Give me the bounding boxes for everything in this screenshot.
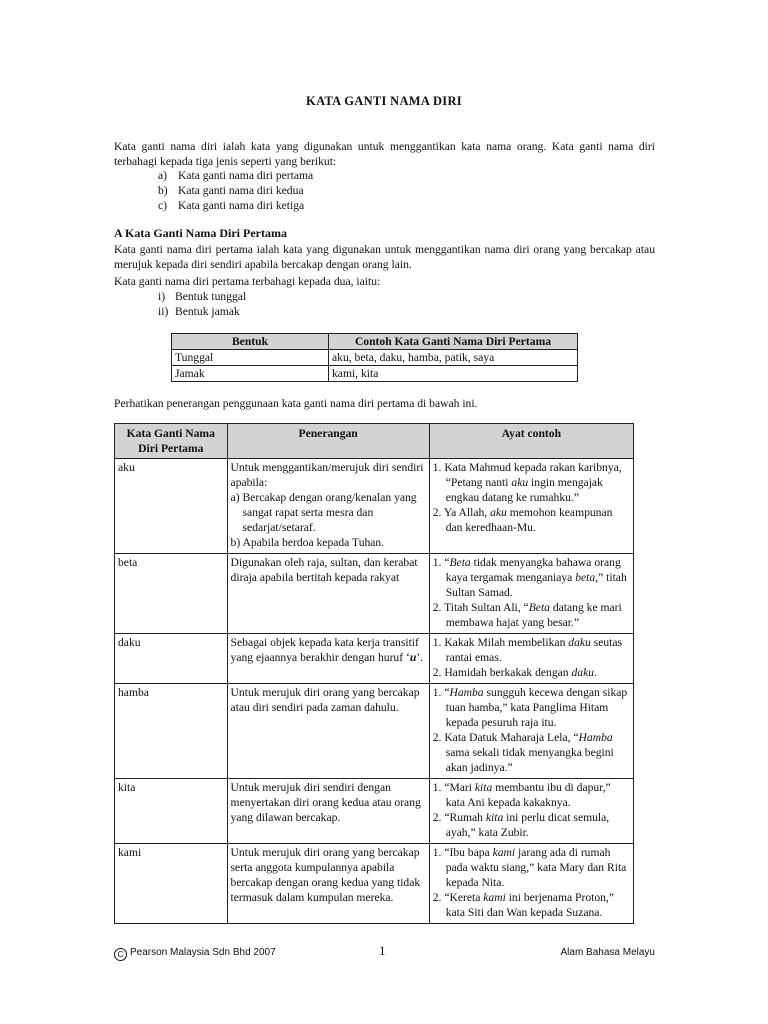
list-item: 1. “Mari kita membantu ibu di dapur,” kata Ani kepada kakaknya.	[432, 781, 611, 809]
table-row	[115, 634, 634, 684]
table-header: Bentuk	[172, 334, 329, 350]
word-cell: hamba	[115, 684, 228, 779]
list-item: 1. Kata Mahmud kepada rakan karibnya, “Petang nanti aku ingin mengajak engkau datang ke rumahku.”	[432, 461, 622, 504]
table-cell: Tunggal	[172, 350, 329, 366]
word-cell: beta	[115, 554, 228, 634]
list-item: 2. Titah Sultan Ali, “Beta datang ke mari membawa hajat yang besar.”	[432, 601, 622, 629]
intro-paragraph: Kata ganti nama diri ialah kata yang digunakan untuk menggantikan kata nama orang. Kata ganti nama diri terbahagi kepada tiga jenis seperti yang berikut:	[114, 140, 655, 168]
word-cell: kami	[115, 844, 228, 924]
section-heading: A Kata Ganti Nama Diri Pertama	[114, 226, 287, 240]
table-cell: aku, beta, daku, hamba, patik, saya	[329, 350, 578, 366]
description-cell: Untuk merujuk diri orang yang bercakap atau diri sendiri pada zaman dahulu.	[227, 684, 429, 779]
table-row	[115, 554, 634, 634]
example-cell	[429, 684, 633, 779]
word-cell: aku	[115, 459, 228, 554]
list-item: 2. Hamidah berkakak dengan daku.	[432, 666, 597, 679]
types-list	[158, 168, 313, 213]
list-item: 2. Ya Allah, aku memohon keampunan dan keredhaan-Mu.	[432, 506, 613, 534]
table-header: Kata Ganti Nama Diri Pertama	[115, 424, 228, 459]
table-header: Penerangan	[227, 424, 429, 459]
example-cell	[429, 779, 633, 844]
section-paragraph-2: Kata ganti nama diri pertama terbahagi kepada dua, iaitu:	[114, 275, 381, 288]
list-item: 1. Kakak Milah membelikan daku seutas rantai emas.	[432, 636, 623, 664]
list-item: a) Kata ganti nama diri pertama	[158, 169, 314, 182]
table-row	[115, 779, 634, 844]
description-cell: Untuk merujuk diri orang yang bercakap serta anggota kumpulannya apabila bercakap dengan orang kedua yang tidak termasuk dalam kumpulan mereka.	[227, 844, 429, 924]
footer-brand: Alam Bahasa Melayu	[560, 947, 655, 958]
table-cell: kami, kita	[329, 366, 578, 382]
page-title: KATA GANTI NAMA DIRI	[306, 94, 462, 108]
section-paragraph: Kata ganti nama diri pertama ialah kata yang digunakan untuk menggantikan nama diri orang yang bercakap atau merujuk kepada diri sendiri apabila bercakap dengan orang lain.	[114, 243, 655, 271]
list-item: c) Kata ganti nama diri ketiga	[158, 199, 305, 212]
table-header-row	[115, 424, 634, 459]
list-item: 1. “Ibu bapa kami jarang ada di rumah pada waktu siang,” kata Mary dan Rita kepada Nita.	[432, 846, 627, 889]
example-cell	[429, 554, 633, 634]
table-header: Contoh Kata Ganti Nama Diri Pertama	[329, 334, 578, 350]
list-item: 2. “Kereta kami ini berjenama Proton,” kata Siti dan Wan kepada Suzana.	[432, 891, 614, 919]
list-item: 1. “Hamba sungguh kecewa dengan sikap tuan hamba,” kata Panglima Hitam kepada pesuruh raja itu.	[432, 686, 628, 729]
table-header: Ayat contoh	[429, 424, 633, 459]
description-cell: Untuk merujuk diri sendiri dengan menyertakan diri orang kedua atau orang yang dilawan bercakap.	[227, 779, 429, 844]
page-footer	[114, 945, 655, 961]
copyright: C Pearson Malaysia Sdn Bhd 2007	[114, 945, 276, 961]
table-row	[172, 350, 578, 366]
table-header-row	[172, 334, 578, 350]
table-row	[115, 684, 634, 779]
list-item: 2. Kata Datuk Maharaja Lela, “Hamba sama sekali tidak menyangka begini akan jadinya.”	[432, 731, 614, 774]
page-number: 1	[379, 943, 386, 958]
forms-list	[158, 289, 246, 319]
description-cell: Digunakan oleh raja, sultan, dan kerabat diraja apabila bertitah kepada rakyat	[227, 554, 429, 634]
example-cell	[429, 634, 633, 684]
list-item: ii) Bentuk jamak	[158, 305, 240, 318]
note-text: Perhatikan penerangan penggunaan kata ganti nama diri pertama di bawah ini.	[114, 397, 478, 410]
table-row	[115, 844, 634, 924]
usage-table	[114, 423, 634, 924]
list-item: b) Kata ganti nama diri kedua	[158, 184, 304, 197]
word-cell: daku	[115, 634, 228, 684]
description-cell: Untuk menggantikan/merujuk diri sendiri apabila: a) Bercakap dengan orang/kenalan yang sangat rapat serta mesra dan sedarjat/setaraf. b) Apabila berdoa kepada Tuhan.	[227, 459, 429, 554]
example-cell	[429, 459, 633, 554]
word-cell: kita	[115, 779, 228, 844]
copyright-icon: C	[114, 948, 127, 961]
table-row	[115, 459, 634, 554]
list-item: 2. “Rumah kita ini perlu dicat semula, ayah,” kata Zubir.	[432, 811, 610, 839]
description-cell: Sebagai objek kepada kata kerja transitif yang ejaannya berakhir dengan huruf ‘u’.	[227, 634, 429, 684]
list-item: i) Bentuk tunggal	[158, 290, 247, 303]
table-cell: Jamak	[172, 366, 329, 382]
table-row	[172, 366, 578, 382]
forms-table	[171, 333, 578, 382]
example-cell	[429, 844, 633, 924]
list-item: 1. “Beta tidak menyangka bahawa orang kaya tergamak menganiaya beta,” titah Sultan Samad.	[432, 556, 627, 599]
